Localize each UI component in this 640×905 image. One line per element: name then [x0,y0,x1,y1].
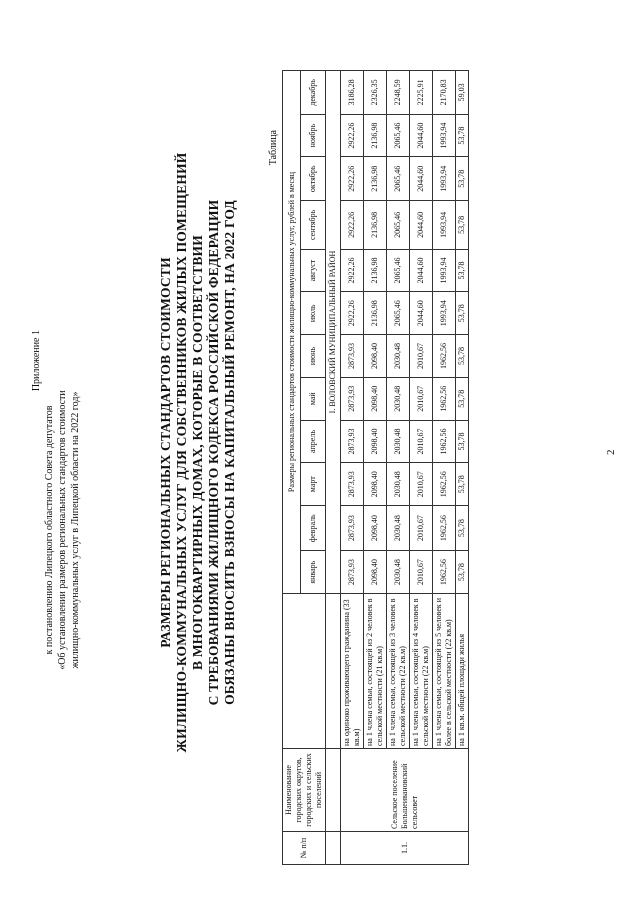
value-cell: 2170,83 [433,71,456,115]
value-cell: 1962,56 [433,551,456,594]
value-cell: 2873,93 [341,506,364,551]
value-cell: 2010,67 [410,506,433,551]
category-label: на 1 кв.м. общей площади жилья [456,594,469,749]
value-cell: 53,78 [456,292,469,335]
value-cell: 2326,35 [364,71,387,115]
title-line-5: ОБЯЗАНЫ ВНОСИТЬ ВЗНОСЫ НА КАПИТАЛЬНЫЙ РЕМОНТ, НА 2022 ГОД [222,200,237,705]
title-line-1: РАЗМЕРЫ РЕГИОНАЛЬНЫХ СТАНДАРТОВ СТОИМОСТИ [158,257,173,648]
category-label: на 1 члена семьи, состоящей из 3 человек в сельской местности (22 кв.м) [387,594,410,749]
category-label: на 1 члена семьи, состоящей из 5 человек и более в сельской местности (22 кв.м) [433,594,456,749]
value-cell: 1962,56 [433,335,456,378]
value-cell: 2030,48 [387,463,410,506]
empty-cell [326,749,341,832]
value-cell: 2248,59 [387,71,410,115]
annex-block [30,330,82,730]
value-cell: 1962,56 [433,506,456,551]
month-header: апрель [301,420,326,463]
value-cell: 2098,40 [364,420,387,463]
table-row [341,71,364,865]
document-title [158,0,238,905]
value-cell: 53,78 [456,201,469,250]
value-cell: 2922,26 [341,114,364,157]
value-cell: 2044,60 [410,157,433,201]
value-cell: 1993,94 [433,201,456,250]
value-cell: 53,78 [456,157,469,201]
category-label: на 1 члена семьи, состоящей из 2 человек в сельской местности (21 кв.м) [364,594,387,749]
value-cell: 2136,98 [364,249,387,292]
value-cell: 2030,48 [387,377,410,420]
value-cell: 2873,93 [341,420,364,463]
category-label: на 1 члена семьи, состоящей из 4 человек в сельской местности (22 кв.м) [410,594,433,749]
empty-cell [326,594,341,749]
value-cell: 2065,46 [387,157,410,201]
title-line-2: ЖИЛИЩНО-КОММУНАЛЬНЫХ УСЛУГ ДЛЯ СОБСТВЕННИКОВ ЖИЛЫХ ПОМЕЩЕНИЙ [174,152,189,753]
value-cell: 2136,98 [364,157,387,201]
value-cell: 1993,94 [433,157,456,201]
value-cell: 53,78 [456,506,469,551]
value-cell: 1993,94 [433,249,456,292]
table-body [326,71,469,865]
value-cell: 53,78 [456,463,469,506]
value-cell: 53,78 [456,335,469,378]
value-cell: 2044,60 [410,201,433,250]
value-cell: 2065,46 [387,201,410,250]
col-header-group: Размеры региональных стандартов стоимости жилищно-коммунальных услуг, рублей в месяц [283,71,301,594]
table-row [364,71,387,865]
annex-line-2: к постановлению Липецкого областного Совета депутатов [44,405,55,655]
value-cell: 2010,67 [410,335,433,378]
title-line-4: С ТРЕБОВАНИЯМИ ЖИЛИЩНОГО КОДЕКСА РОССИЙСКОЙ ФЕДЕРАЦИИ [206,199,221,706]
month-header: июль [301,292,326,335]
value-cell: 2010,67 [410,377,433,420]
value-cell: 2010,67 [410,551,433,594]
page-number: 2 [605,449,617,455]
month-header: март [301,463,326,506]
annex-line-4: жилищно-коммунальных услуг в Липецкой области на 2022 год» [70,391,81,669]
value-cell: 2010,67 [410,420,433,463]
standards-table [282,70,469,865]
month-header: август [301,249,326,292]
empty-cell [326,832,341,865]
value-cell: 2030,48 [387,506,410,551]
value-cell: 2010,67 [410,463,433,506]
value-cell: 2065,46 [387,114,410,157]
value-cell: 2030,48 [387,335,410,378]
col-header-num: № п/п [283,832,326,865]
value-cell: 2098,40 [364,463,387,506]
table-label: Таблица [268,130,279,166]
value-cell: 2098,40 [364,506,387,551]
value-cell: 1993,94 [433,114,456,157]
month-header: октябрь [301,157,326,201]
value-cell: 2873,93 [341,377,364,420]
value-cell: 2873,93 [341,463,364,506]
value-cell: 2136,98 [364,114,387,157]
col-header-category [283,594,326,749]
month-header: сентябрь [301,201,326,250]
month-header: май [301,377,326,420]
table-row [433,71,456,865]
value-cell: 2873,93 [341,335,364,378]
value-cell: 2136,98 [364,201,387,250]
row-number: 1.1. [341,832,469,865]
value-cell: 59,03 [456,71,469,115]
value-cell: 2098,40 [364,551,387,594]
value-cell: 2030,48 [387,551,410,594]
annex-line-3: «Об установлении размеров региональных стандартов стоимости [57,390,68,670]
table-row [387,71,410,865]
annex-line-1: Приложение 1 [31,330,42,392]
value-cell: 1962,56 [433,420,456,463]
value-cell: 2225,91 [410,71,433,115]
value-cell: 53,78 [456,249,469,292]
value-cell: 1993,94 [433,292,456,335]
month-header: февраль [301,506,326,551]
value-cell: 2873,93 [341,551,364,594]
value-cell: 3186,28 [341,71,364,115]
table-row [410,71,433,865]
category-label: на одиноко проживающего гражданина (33 кв.м) [341,594,364,749]
value-cell: 1962,56 [433,377,456,420]
value-cell: 2922,26 [341,292,364,335]
value-cell: 2030,48 [387,420,410,463]
value-cell: 53,78 [456,114,469,157]
value-cell: 2044,60 [410,249,433,292]
value-cell: 1962,56 [433,463,456,506]
value-cell: 53,78 [456,377,469,420]
value-cell: 2098,40 [364,377,387,420]
value-cell: 2136,98 [364,292,387,335]
region-heading: I. ВОЛОВСКИЙ МУНИЦИПАЛЬНЫЙ РАЙОН [326,71,341,594]
value-cell: 53,78 [456,420,469,463]
value-cell: 2098,40 [364,335,387,378]
value-cell: 2922,26 [341,201,364,250]
value-cell: 2922,26 [341,249,364,292]
value-cell: 2044,60 [410,114,433,157]
value-cell: 2044,60 [410,292,433,335]
title-line-3: В МНОГОКВАРТИРНЫХ ДОМАХ, КОТОРЫЕ В СООТВЕТСТВИИ [190,235,205,670]
month-header: декабрь [301,71,326,115]
value-cell: 2065,46 [387,292,410,335]
value-cell: 2922,26 [341,157,364,201]
table-row [456,71,469,865]
month-header: ноябрь [301,114,326,157]
col-header-name: Наименование городских округов, городских и сельских поселений [283,749,326,832]
value-cell: 53,78 [456,551,469,594]
value-cell: 2065,46 [387,249,410,292]
settlement-name: Сельское поселение Большеивановский сельсовет [341,749,469,832]
month-header: июнь [301,335,326,378]
month-header: январь [301,551,326,594]
